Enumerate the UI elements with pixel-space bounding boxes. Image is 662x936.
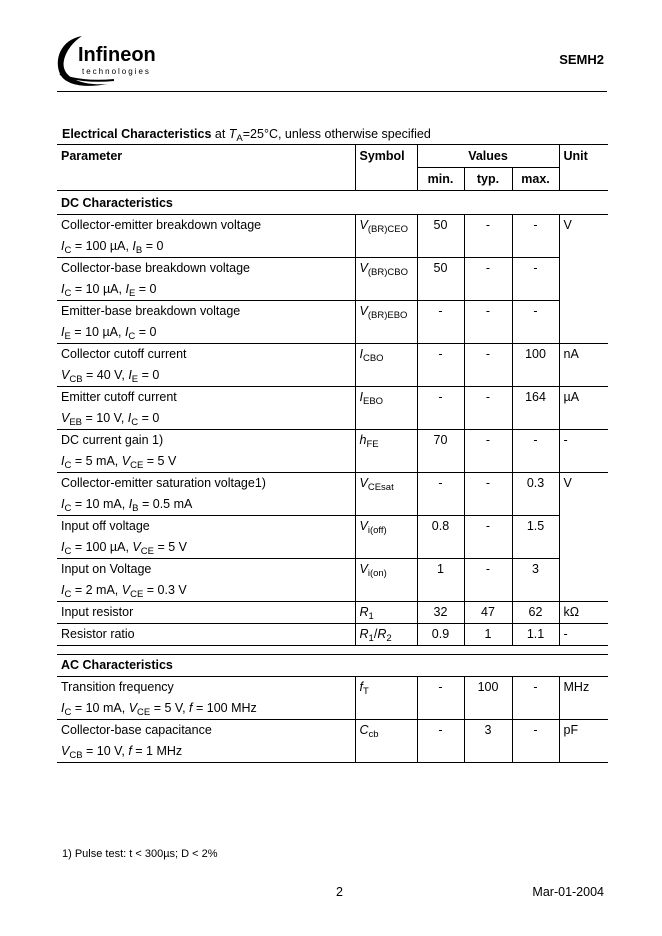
ac-section-row	[57, 655, 608, 677]
typ-cell	[464, 516, 512, 559]
cond-symbol: V	[132, 540, 141, 554]
max-value: 164	[525, 390, 546, 404]
spacer-cell	[57, 646, 608, 655]
typ-cell	[464, 720, 512, 763]
min-value: -	[438, 347, 443, 361]
table-row	[57, 215, 608, 258]
cond-symbol: I	[61, 497, 65, 511]
parameter-cell	[57, 677, 355, 720]
cond-value: = 5 V	[143, 454, 177, 468]
cond-sub: B	[135, 245, 143, 256]
typ-value: -	[485, 304, 491, 318]
max-cell	[512, 430, 559, 473]
cond-value: = 10 µA,	[70, 325, 125, 339]
unit-value: kΩ	[563, 605, 580, 619]
symbol-letter: V	[359, 476, 368, 490]
max-value: -	[533, 304, 538, 318]
cond-sub: C	[128, 331, 136, 342]
min-value: 0.8	[431, 519, 450, 533]
cond-value: = 0.5 mA	[138, 497, 193, 511]
parameter-cell	[57, 602, 355, 624]
symbol-cell	[355, 720, 417, 763]
cond-sub: C	[64, 589, 72, 600]
cond-value: = 0	[138, 411, 160, 425]
symbol-sub: 1	[368, 611, 374, 622]
symbol-sub: 1	[368, 633, 374, 644]
min-cell	[417, 301, 464, 344]
typ-cell	[464, 677, 512, 720]
cond-sub: CB	[69, 374, 83, 385]
max-cell	[512, 720, 559, 763]
symbol-cell	[355, 473, 417, 516]
table-row	[57, 258, 608, 301]
infineon-swoosh-icon	[52, 30, 172, 88]
symbol-letter: V	[359, 218, 368, 232]
min-cell	[417, 720, 464, 763]
cond-value: = 100 µA,	[71, 540, 133, 554]
unit-cell	[559, 473, 608, 602]
parameter-cell	[57, 387, 355, 430]
unit-value: nA	[563, 347, 579, 361]
symbol-sub: CBO	[362, 353, 384, 364]
min-value: 32	[433, 605, 448, 619]
cond-sub: CE	[130, 589, 144, 600]
unit-cell	[559, 677, 608, 720]
symbol-sub: 2	[386, 633, 392, 644]
cond-value: = 10 µA,	[71, 282, 126, 296]
symbol-letter: C	[359, 723, 369, 737]
symbol-cell	[355, 677, 417, 720]
cond-value: = 0.3 V	[143, 583, 187, 597]
parameter-cell	[57, 258, 355, 301]
cond-value: = 1 MHz	[131, 744, 183, 758]
parameter-cell	[57, 344, 355, 387]
symbol-letter: R	[359, 627, 369, 641]
max-cell	[512, 602, 559, 624]
cond-symbol: I	[125, 282, 129, 296]
cond-symbol: I	[61, 583, 65, 597]
cond-sub: C	[64, 460, 72, 471]
symbol-cell	[355, 301, 417, 344]
max-value: 62	[528, 605, 543, 619]
cond-sub: C	[64, 503, 72, 514]
symbol-cell	[355, 624, 417, 646]
cond-sub: C	[64, 245, 72, 256]
cond-sub: C	[64, 707, 72, 718]
cond-symbol: I	[61, 701, 65, 715]
parameter-name: Collector-base capacitance	[61, 723, 212, 737]
symbol-sub: i(on)	[367, 568, 387, 579]
caption-ta-sub: A	[236, 133, 243, 144]
cond-symbol: V	[61, 368, 70, 382]
typ-value: 3	[484, 723, 492, 737]
col-header-min: min.	[417, 168, 464, 191]
typ-cell	[464, 430, 512, 473]
cond-symbol: I	[127, 411, 132, 425]
max-value: -	[533, 680, 538, 694]
symbol-letter: I	[359, 347, 363, 361]
min-cell	[417, 387, 464, 430]
symbol-cell	[355, 430, 417, 473]
unit-value: µA	[563, 390, 580, 404]
min-cell	[417, 624, 464, 646]
min-value: -	[438, 680, 443, 694]
spacer-row	[57, 646, 608, 655]
cond-sub: C	[64, 288, 72, 299]
typ-value: 47	[481, 605, 495, 619]
footnote: 1) Pulse test: t < 300µs; D < 2%	[62, 848, 218, 860]
typ-value: -	[485, 562, 491, 576]
symbol-letter: f	[359, 680, 363, 694]
symbol-cell	[355, 215, 417, 258]
cond-symbol: I	[61, 239, 65, 253]
min-cell	[417, 473, 464, 516]
min-value: 50	[433, 218, 448, 232]
parameter-cell	[57, 215, 355, 258]
typ-value: -	[485, 218, 491, 232]
header-rule	[57, 91, 607, 92]
parameter-name: DC current gain 1)	[61, 433, 164, 447]
typ-value: 1	[484, 627, 492, 641]
table-row	[57, 387, 608, 430]
cond-symbol: V	[128, 701, 138, 715]
typ-value: -	[485, 519, 491, 533]
cond-symbol: I	[61, 282, 65, 296]
min-cell	[417, 430, 464, 473]
parameter-name: Input resistor	[61, 605, 134, 619]
min-value: 70	[433, 433, 448, 447]
max-cell	[512, 677, 559, 720]
symbol-sub: (BR)EBO	[367, 310, 408, 321]
symbol-cell	[355, 602, 417, 624]
cond-sub: C	[64, 546, 72, 557]
min-value: 1	[437, 562, 444, 576]
cond-sub: E	[128, 288, 136, 299]
cond-value: = 0	[135, 325, 157, 339]
symbol-cell	[355, 258, 417, 301]
min-cell	[417, 559, 464, 602]
min-cell	[417, 258, 464, 301]
typ-value: -	[485, 347, 491, 361]
parameter-cell	[57, 720, 355, 763]
min-cell	[417, 344, 464, 387]
symbol-separator: /	[373, 627, 378, 641]
unit-value: V	[563, 218, 572, 232]
max-cell	[512, 624, 559, 646]
cond-sub: CE	[137, 707, 151, 718]
typ-cell	[464, 602, 512, 624]
cond-symbol: I	[61, 540, 65, 554]
symbol-letter: V	[359, 261, 368, 275]
cond-symbol: V	[61, 744, 70, 758]
parameter-cell	[57, 559, 355, 602]
typ-value: -	[485, 261, 491, 275]
logo-name: Infineon	[78, 44, 156, 66]
symbol-sub: T	[362, 686, 369, 697]
parameter-name: Resistor ratio	[61, 627, 135, 641]
cond-value: = 5 V	[153, 540, 187, 554]
parameter-cell	[57, 624, 355, 646]
infineon-logo	[52, 30, 172, 88]
max-cell	[512, 559, 559, 602]
cond-value: = 10 mA,	[71, 701, 129, 715]
col-header-unit: Unit	[559, 145, 608, 191]
cond-value: = 10 V,	[82, 411, 128, 425]
typ-cell	[464, 624, 512, 646]
unit-value: MHz	[563, 680, 590, 694]
cond-value: = 0	[135, 282, 157, 296]
symbol-sub: CEsat	[367, 482, 394, 493]
cond-sub: E	[131, 374, 139, 385]
symbol-sub: (BR)CBO	[367, 267, 408, 278]
symbol-cell	[355, 516, 417, 559]
symbol-letter: V	[359, 304, 368, 318]
unit-value: -	[563, 433, 568, 447]
col-header-parameter: Parameter	[57, 145, 355, 191]
typ-cell	[464, 473, 512, 516]
typ-cell	[464, 301, 512, 344]
max-value: -	[533, 433, 538, 447]
parameter-name: Emitter cutoff current	[61, 390, 177, 404]
min-value: 50	[433, 261, 448, 275]
symbol-cell	[355, 387, 417, 430]
parameter-name: Collector cutoff current	[61, 347, 187, 361]
cond-value: = 0	[138, 368, 160, 382]
cond-symbol: I	[128, 497, 133, 511]
typ-cell	[464, 215, 512, 258]
parameter-name: Transition frequency	[61, 680, 174, 694]
cond-value: = 100 µA,	[71, 239, 133, 253]
min-cell	[417, 215, 464, 258]
parameter-name: Emitter-base breakdown voltage	[61, 304, 241, 318]
cond-value: = 0	[142, 239, 164, 253]
cond-value: = 5 mA,	[71, 454, 122, 468]
parameter-cell	[57, 430, 355, 473]
parameter-cell	[57, 473, 355, 516]
symbol-sub: i(off)	[367, 525, 387, 536]
electrical-characteristics-table	[57, 144, 608, 763]
table-row	[57, 473, 608, 516]
symbol-letter: R	[359, 605, 369, 619]
table-row	[57, 602, 608, 624]
max-value: 100	[525, 347, 546, 361]
table-row	[57, 624, 608, 646]
document-date: Mar-01-2004	[532, 885, 604, 899]
symbol-letter: h	[359, 433, 367, 447]
dc-section-row	[57, 191, 608, 215]
cond-value: = 100 MHz	[192, 701, 257, 715]
parameter-name: Collector-base breakdown voltage	[61, 261, 250, 275]
cond-sub: C	[131, 417, 139, 428]
max-cell	[512, 344, 559, 387]
table-row	[57, 720, 608, 763]
col-header-values: Values	[417, 145, 559, 168]
symbol-sub: (BR)CEO	[367, 224, 408, 235]
cond-symbol: V	[121, 454, 131, 468]
cond-sub: CE	[130, 460, 144, 471]
typ-value: -	[485, 390, 491, 404]
max-cell	[512, 473, 559, 516]
unit-cell	[559, 344, 608, 387]
table-row	[57, 516, 608, 559]
cond-symbol: f	[128, 744, 132, 758]
col-header-typ: typ.	[464, 168, 512, 191]
cond-value: = 10 mA,	[71, 497, 129, 511]
unit-value: V	[563, 476, 572, 490]
max-value: -	[533, 723, 538, 737]
logo-subtitle: technologies	[82, 67, 151, 76]
symbol-sub: cb	[368, 729, 379, 740]
col-header-symbol: Symbol	[355, 145, 417, 191]
dc-section-title: DC Characteristics	[57, 191, 608, 215]
typ-value: -	[485, 476, 491, 490]
min-value: -	[438, 723, 443, 737]
min-value: -	[438, 304, 443, 318]
min-cell	[417, 677, 464, 720]
caption-title: Electrical Characteristics	[62, 127, 212, 141]
parameter-name: Input off voltage	[61, 519, 150, 533]
cond-value: = 10 V,	[82, 744, 129, 758]
typ-cell	[464, 387, 512, 430]
cond-symbol: I	[128, 368, 132, 382]
symbol-sub: FE	[366, 439, 379, 450]
cond-value: = 2 mA,	[71, 583, 122, 597]
table-row	[57, 301, 608, 344]
cond-symbol: I	[61, 325, 65, 339]
header-row	[57, 145, 608, 168]
max-cell	[512, 215, 559, 258]
symbol-letter: R	[377, 627, 387, 641]
unit-cell	[559, 602, 608, 624]
unit-value: pF	[563, 723, 579, 737]
max-value: 3	[532, 562, 539, 576]
parameter-name: Collector-emitter saturation voltage1)	[61, 476, 266, 490]
unit-cell	[559, 430, 608, 473]
unit-cell	[559, 215, 608, 344]
min-value: -	[438, 476, 443, 490]
table-caption	[62, 127, 431, 144]
caption-ta-symbol: T	[228, 127, 237, 141]
cond-sub: EB	[69, 417, 83, 428]
part-number: SEMH2	[559, 52, 604, 67]
max-cell	[512, 387, 559, 430]
ac-section-title: AC Characteristics	[57, 655, 608, 677]
typ-value: 100	[477, 680, 499, 694]
caption-condition: =25°C, unless otherwise specified	[242, 127, 431, 141]
symbol-letter: V	[359, 562, 368, 576]
cond-symbol: V	[61, 411, 70, 425]
table-row	[57, 677, 608, 720]
unit-value: -	[563, 627, 568, 641]
parameter-name: Collector-emitter breakdown voltage	[61, 218, 262, 232]
typ-cell	[464, 344, 512, 387]
symbol-letter: V	[359, 519, 368, 533]
page-number: 2	[336, 885, 343, 899]
cond-sub: CE	[140, 546, 154, 557]
symbol-cell	[355, 559, 417, 602]
cond-symbol: I	[61, 454, 65, 468]
symbol-cell	[355, 344, 417, 387]
min-value: -	[438, 390, 443, 404]
parameter-name: Input on Voltage	[61, 562, 152, 576]
cond-sub: E	[64, 331, 71, 342]
max-cell	[512, 258, 559, 301]
col-header-max: max.	[512, 168, 559, 191]
cond-symbol: I	[124, 325, 129, 339]
max-cell	[512, 516, 559, 559]
max-value: 0.3	[526, 476, 545, 490]
cond-symbol: f	[189, 701, 193, 715]
cond-value: = 40 V,	[82, 368, 129, 382]
min-value: 0.9	[431, 627, 450, 641]
min-cell	[417, 602, 464, 624]
table-row	[57, 559, 608, 602]
max-value: -	[533, 218, 538, 232]
max-value: 1.1	[526, 627, 545, 641]
caption-at: at	[211, 127, 229, 141]
max-cell	[512, 301, 559, 344]
symbol-letter: I	[359, 390, 363, 404]
cond-sub: B	[132, 503, 139, 514]
table-row	[57, 430, 608, 473]
cond-symbol: I	[132, 239, 136, 253]
cond-symbol: V	[121, 583, 131, 597]
typ-cell	[464, 559, 512, 602]
min-cell	[417, 516, 464, 559]
typ-value: -	[485, 433, 491, 447]
typ-cell	[464, 258, 512, 301]
max-value: -	[533, 261, 538, 275]
unit-cell	[559, 720, 608, 763]
cond-sub: CB	[69, 750, 83, 761]
unit-cell	[559, 624, 608, 646]
max-value: 1.5	[526, 519, 545, 533]
parameter-cell	[57, 301, 355, 344]
parameter-cell	[57, 516, 355, 559]
symbol-sub: EBO	[362, 396, 384, 407]
cond-value: = 5 V,	[150, 701, 190, 715]
table-row	[57, 344, 608, 387]
unit-cell	[559, 387, 608, 430]
